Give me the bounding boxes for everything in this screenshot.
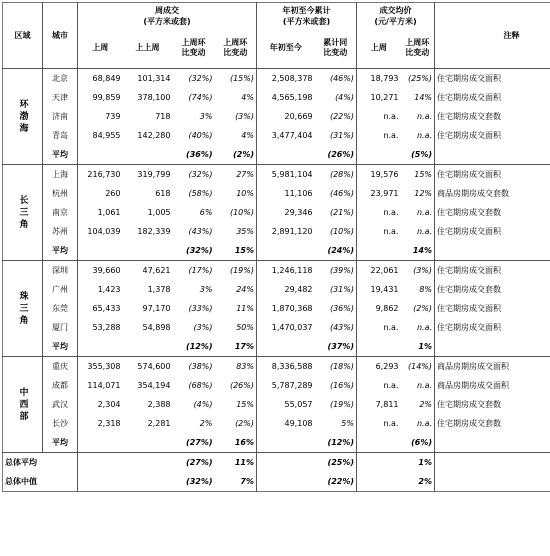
- empty-cell: [435, 453, 550, 473]
- header-price-unit: (元/平方米): [374, 16, 417, 26]
- empty-cell: [357, 337, 401, 357]
- city-name: 济南: [43, 107, 78, 126]
- ytd-yoy-value: (46%): [315, 184, 357, 203]
- header-note: 注释: [435, 3, 550, 69]
- total-row: [3, 453, 550, 473]
- note-text: 住宅期房成交面积: [437, 92, 502, 102]
- city-name: 深圳: [43, 261, 78, 281]
- wow-change-value: 6%: [199, 207, 213, 217]
- price-change-value: (3%): [401, 261, 435, 281]
- ytd-yoy-value: (36%): [315, 299, 357, 318]
- last-week-value: 84,955: [92, 130, 121, 140]
- ytd-yoy-value: (16%): [315, 376, 357, 395]
- price-value: n.a.: [383, 418, 399, 428]
- wow-change-value: 3%: [199, 284, 213, 294]
- ytd-total-value: 1,470,037: [271, 322, 313, 332]
- avg-wow-change-prev: 17%: [215, 337, 257, 357]
- empty-cell: [123, 241, 173, 261]
- ytd-total-value: 20,669: [284, 111, 313, 121]
- table-row: [3, 184, 550, 203]
- wow-change-value: (32%): [173, 69, 215, 89]
- price-change-value: 15%: [401, 165, 435, 185]
- wow-change-value: (40%): [188, 130, 213, 140]
- total-price-change: 1%: [401, 453, 435, 473]
- prev-week-value: 378,100: [137, 92, 171, 102]
- header-weekly-unit: (平方米或套): [143, 16, 191, 26]
- table-row: [3, 376, 550, 395]
- wow-change-prev-value: (26%): [215, 376, 257, 395]
- ytd-total-value: 1,246,118: [257, 261, 315, 281]
- ytd-yoy-value: (31%): [315, 126, 357, 145]
- note-text: 住宅期房成交套数: [437, 399, 502, 409]
- total-label: 总体平均: [3, 453, 78, 473]
- header-price: [357, 3, 435, 29]
- ytd-yoy-value: (10%): [315, 222, 357, 241]
- last-week-value: 216,730: [78, 165, 123, 185]
- price-value: n.a.: [383, 226, 399, 236]
- ytd-total-value: 29,346: [284, 207, 313, 217]
- ytd-yoy-value: (31%): [315, 280, 357, 299]
- wow-change-value: (3%): [193, 322, 213, 332]
- empty-cell: [78, 337, 123, 357]
- total-wow-change: (32%): [186, 476, 213, 486]
- empty-cell: [435, 241, 550, 261]
- ytd-yoy-value: (4%): [315, 88, 357, 107]
- ytd-total-value: 55,057: [284, 399, 313, 409]
- price-change-value: n.a.: [401, 414, 435, 433]
- avg-ytd-yoy: (37%): [315, 337, 357, 357]
- empty-cell: [257, 433, 315, 453]
- last-week-value: 1,061: [97, 207, 121, 217]
- price-change-value: (2%): [401, 299, 435, 318]
- empty-cell: [357, 145, 401, 165]
- city-name: 广州: [43, 280, 78, 299]
- empty-cell: [78, 145, 123, 165]
- prev-week-value: 47,621: [123, 261, 173, 281]
- city-name: 天津: [43, 88, 78, 107]
- ytd-total-value: 3,477,404: [271, 130, 313, 140]
- note-text: 住宅期房成交面积: [435, 261, 550, 281]
- wow-change-prev-value: (10%): [215, 203, 257, 222]
- wow-change-prev-value: 50%: [215, 318, 257, 337]
- region-average-row: [3, 337, 550, 357]
- average-label: 平均: [43, 337, 78, 357]
- prev-week-value: 142,280: [137, 130, 171, 140]
- ytd-total-value: 2,508,378: [257, 69, 315, 89]
- empty-cell: [435, 433, 550, 453]
- ytd-total-value: 5,787,289: [271, 380, 313, 390]
- wow-change-value: (4%): [193, 399, 213, 409]
- empty-cell: [357, 472, 401, 492]
- average-label: 平均: [43, 433, 78, 453]
- last-week-value: 2,304: [97, 399, 121, 409]
- total-wow-change-prev: 7%: [215, 472, 257, 492]
- header-ytd-total: 年初至今: [257, 29, 315, 69]
- table-row: [3, 357, 550, 377]
- header-ytd-title: 年初至今累计: [282, 5, 331, 15]
- header-wow-change: 上周环 比变动: [173, 29, 215, 69]
- wow-change-prev-value: 15%: [215, 395, 257, 414]
- prev-week-value: 1,005: [147, 207, 171, 217]
- note-text: 住宅期房成交面积: [435, 69, 550, 89]
- table-row: [3, 395, 550, 414]
- table-row: [3, 69, 550, 89]
- empty-cell: [257, 337, 315, 357]
- avg-wow-change-prev: 15%: [215, 241, 257, 261]
- ytd-total-value: 4,565,198: [271, 92, 313, 102]
- last-week-value: 99,859: [92, 92, 121, 102]
- total-label: 总体中值: [3, 472, 78, 492]
- table-row: [3, 107, 550, 126]
- table-row: [3, 165, 550, 185]
- header-price-title: 成交均价: [379, 5, 412, 15]
- total-wow-change-prev: 11%: [215, 453, 257, 473]
- price-change-value: n.a.: [401, 376, 435, 395]
- wow-change-prev-value: (2%): [215, 414, 257, 433]
- wow-change-prev-value: 24%: [215, 280, 257, 299]
- price-value: n.a.: [383, 207, 399, 217]
- empty-cell: [435, 145, 550, 165]
- price-change-value: 14%: [401, 88, 435, 107]
- note-text: 住宅期房成交面积: [437, 303, 502, 313]
- ytd-yoy-value: (39%): [315, 261, 357, 281]
- ytd-total-value: 1,870,368: [271, 303, 313, 313]
- header-wow-change-prev: 上周环 比变动: [215, 29, 257, 69]
- price-change-value: n.a.: [401, 203, 435, 222]
- avg-wow-change: (27%): [186, 437, 213, 447]
- last-week-value: 65,433: [92, 303, 121, 313]
- table-row: [3, 203, 550, 222]
- last-week-value: 355,308: [78, 357, 123, 377]
- ytd-total-value: 29,482: [284, 284, 313, 294]
- ytd-yoy-value: (43%): [315, 318, 357, 337]
- prev-week-value: 101,314: [123, 69, 173, 89]
- note-text: 商品房期房成交套数: [437, 188, 510, 198]
- wow-change-prev-value: 35%: [215, 222, 257, 241]
- empty-cell: [78, 453, 123, 473]
- avg-price-change: (5%): [401, 145, 435, 165]
- wow-change-value: (32%): [173, 165, 215, 185]
- table-row: [3, 414, 550, 433]
- wow-change-value: 2%: [199, 418, 213, 428]
- wow-change-prev-value: (19%): [215, 261, 257, 281]
- wow-change-value: (43%): [188, 226, 213, 236]
- price-change-value: n.a.: [401, 126, 435, 145]
- price-change-value: n.a.: [401, 318, 435, 337]
- city-name: 武汉: [43, 395, 78, 414]
- price-change-value: 12%: [401, 184, 435, 203]
- avg-wow-change-prev: 16%: [215, 433, 257, 453]
- price-value: 6,293: [357, 357, 401, 377]
- empty-cell: [357, 453, 401, 473]
- total-ytd-yoy: (25%): [315, 453, 357, 473]
- city-name: 上海: [43, 165, 78, 185]
- empty-cell: [257, 145, 315, 165]
- price-value: n.a.: [383, 111, 399, 121]
- note-text: 商品房期房成交面积: [435, 357, 550, 377]
- note-text: 住宅期房成交面积: [435, 165, 550, 185]
- wow-change-value: 3%: [199, 111, 213, 121]
- price-value: 19,576: [357, 165, 401, 185]
- last-week-value: 68,849: [78, 69, 123, 89]
- empty-cell: [435, 472, 550, 492]
- last-week-value: 739: [105, 111, 121, 121]
- header-weekly: [78, 3, 257, 29]
- avg-wow-change: (36%): [186, 149, 213, 159]
- header-ytd-unit: (平方米或套): [282, 16, 331, 26]
- wow-change-prev-value: 27%: [215, 165, 257, 185]
- table-row: [3, 222, 550, 241]
- empty-cell: [123, 145, 173, 165]
- header-price-change: 上周环 比变动: [401, 29, 435, 69]
- prev-week-value: 97,170: [142, 303, 171, 313]
- avg-wow-change: (12%): [186, 341, 213, 351]
- last-week-value: 104,039: [87, 226, 121, 236]
- avg-price-change: (6%): [401, 433, 435, 453]
- ytd-total-value: 8,336,588: [257, 357, 315, 377]
- average-label: 平均: [43, 145, 78, 165]
- empty-cell: [123, 472, 173, 492]
- empty-cell: [435, 337, 550, 357]
- header-last-week: 上周: [78, 29, 123, 69]
- note-text: 住宅期房成交套数: [437, 284, 502, 294]
- ytd-yoy-value: 5%: [315, 414, 357, 433]
- table-row: [3, 318, 550, 337]
- region-label: 长三角: [3, 165, 43, 261]
- wow-change-value: (58%): [188, 188, 213, 198]
- last-week-value: 39,660: [78, 261, 123, 281]
- prev-week-value: 2,281: [147, 418, 171, 428]
- wow-change-value: (74%): [188, 92, 213, 102]
- wow-change-prev-value: 83%: [215, 357, 257, 377]
- last-week-value: 2,318: [97, 418, 121, 428]
- empty-cell: [78, 472, 123, 492]
- region-average-row: [3, 145, 550, 165]
- avg-price-change: 1%: [401, 337, 435, 357]
- price-value: 22,061: [357, 261, 401, 281]
- region-average-row: [3, 241, 550, 261]
- avg-ytd-yoy: (12%): [315, 433, 357, 453]
- empty-cell: [257, 453, 315, 473]
- ytd-yoy-value: (46%): [315, 69, 357, 89]
- ytd-yoy-value: (19%): [315, 395, 357, 414]
- ytd-total-value: 2,891,120: [271, 226, 313, 236]
- prev-week-value: 718: [155, 111, 171, 121]
- region-label: 环渤海: [3, 69, 43, 165]
- city-name: 杭州: [43, 184, 78, 203]
- avg-wow-change-prev: (2%): [215, 145, 257, 165]
- avg-ytd-yoy: (24%): [315, 241, 357, 261]
- total-ytd-yoy: (22%): [315, 472, 357, 492]
- prev-week-value: 354,194: [137, 380, 171, 390]
- empty-cell: [78, 241, 123, 261]
- last-week-value: 1,423: [97, 284, 121, 294]
- last-week-value: 53,288: [92, 322, 121, 332]
- city-name: 东莞: [43, 299, 78, 318]
- price-change-value: 8%: [401, 280, 435, 299]
- prev-week-value: 1,378: [147, 284, 171, 294]
- price-change-value: n.a.: [401, 107, 435, 126]
- note-text: 商品房期房成交面积: [437, 380, 510, 390]
- empty-cell: [357, 241, 401, 261]
- price-value: 18,793: [357, 69, 401, 89]
- empty-cell: [257, 472, 315, 492]
- region-label: 珠三角: [3, 261, 43, 357]
- city-name: 北京: [43, 69, 78, 89]
- prev-week-value: 574,600: [123, 357, 173, 377]
- header-region: 区域: [3, 3, 43, 69]
- avg-ytd-yoy: (26%): [315, 145, 357, 165]
- table-row: [3, 88, 550, 107]
- prev-week-value: 319,799: [123, 165, 173, 185]
- ytd-yoy-value: (21%): [315, 203, 357, 222]
- price-value: n.a.: [383, 130, 399, 140]
- average-label: 平均: [43, 241, 78, 261]
- price-change-value: (25%): [401, 69, 435, 89]
- header-weekly-title: 周成交: [155, 5, 179, 15]
- table-row: [3, 280, 550, 299]
- price-value: 7,811: [375, 399, 399, 409]
- city-name: 重庆: [43, 357, 78, 377]
- note-text: 住宅期房成交面积: [437, 226, 502, 236]
- ytd-total-value: 5,981,104: [257, 165, 315, 185]
- housing-transactions-table: [2, 2, 550, 492]
- prev-week-value: 618: [155, 188, 171, 198]
- city-name: 苏州: [43, 222, 78, 241]
- ytd-total-value: 49,108: [284, 418, 313, 428]
- note-text: 住宅期房成交套数: [437, 418, 502, 428]
- note-text: 住宅期房成交面积: [437, 322, 502, 332]
- empty-cell: [123, 337, 173, 357]
- city-name: 厦门: [43, 318, 78, 337]
- total-row: [3, 472, 550, 492]
- empty-cell: [257, 241, 315, 261]
- empty-cell: [123, 433, 173, 453]
- price-value: 23,971: [370, 188, 399, 198]
- price-value: 10,271: [370, 92, 399, 102]
- city-name: 青岛: [43, 126, 78, 145]
- price-change-value: (14%): [401, 357, 435, 377]
- region-label: 中西部: [3, 357, 43, 453]
- wow-change-prev-value: 10%: [215, 184, 257, 203]
- table-row: [3, 299, 550, 318]
- last-week-value: 114,071: [87, 380, 121, 390]
- wow-change-prev-value: 4%: [215, 88, 257, 107]
- empty-cell: [78, 433, 123, 453]
- price-change-value: 2%: [401, 395, 435, 414]
- wow-change-prev-value: (15%): [215, 69, 257, 89]
- city-name: 成都: [43, 376, 78, 395]
- table-row: [3, 126, 550, 145]
- header-city: 城市: [43, 3, 78, 69]
- header-ytd-yoy: 累计同 比变动: [315, 29, 357, 69]
- wow-change-value: (68%): [188, 380, 213, 390]
- header-ytd: [257, 3, 357, 29]
- city-name: 南京: [43, 203, 78, 222]
- price-value: n.a.: [383, 380, 399, 390]
- prev-week-value: 2,388: [147, 399, 171, 409]
- total-price-change: 2%: [401, 472, 435, 492]
- wow-change-prev-value: 11%: [215, 299, 257, 318]
- total-wow-change: (27%): [173, 453, 215, 473]
- empty-cell: [357, 433, 401, 453]
- wow-change-prev-value: 4%: [215, 126, 257, 145]
- last-week-value: 260: [105, 188, 121, 198]
- price-change-value: n.a.: [401, 222, 435, 241]
- ytd-yoy-value: (28%): [315, 165, 357, 185]
- city-name: 长沙: [43, 414, 78, 433]
- table-row: [3, 261, 550, 281]
- wow-change-value: (33%): [188, 303, 213, 313]
- price-value: 9,862: [375, 303, 399, 313]
- avg-wow-change: (32%): [186, 245, 213, 255]
- note-text: 住宅期房成交套数: [437, 111, 502, 121]
- ytd-yoy-value: (18%): [315, 357, 357, 377]
- price-value: 19,431: [370, 284, 399, 294]
- prev-week-value: 54,898: [142, 322, 171, 332]
- prev-week-value: 182,339: [137, 226, 171, 236]
- empty-cell: [123, 453, 173, 473]
- note-text: 住宅期房成交面积: [437, 130, 502, 140]
- avg-price-change: 14%: [401, 241, 435, 261]
- wow-change-prev-value: (3%): [215, 107, 257, 126]
- wow-change-value: (17%): [173, 261, 215, 281]
- ytd-total-value: 11,106: [284, 188, 313, 198]
- ytd-yoy-value: (22%): [315, 107, 357, 126]
- region-average-row: [3, 433, 550, 453]
- header-price-last: 上周: [357, 29, 401, 69]
- note-text: 住宅期房成交套数: [437, 207, 502, 217]
- header-prev-week: 上上周: [123, 29, 173, 69]
- price-value: n.a.: [383, 322, 399, 332]
- wow-change-value: (38%): [173, 357, 215, 377]
